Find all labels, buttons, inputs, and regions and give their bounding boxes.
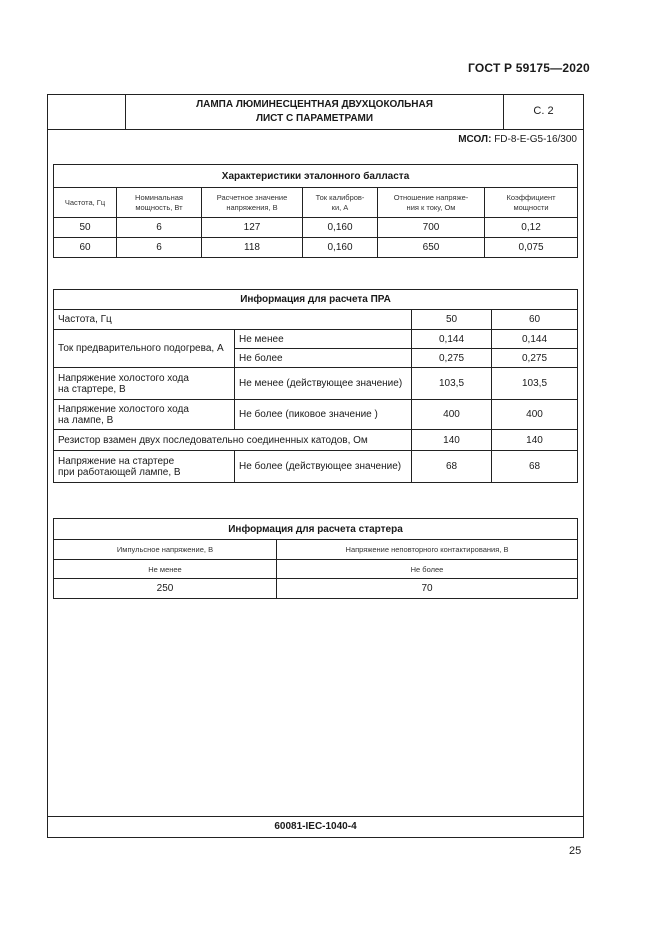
ballast-header-row <box>54 188 578 218</box>
pra-freq-label: Частота, Гц <box>54 310 412 330</box>
table-row <box>54 430 578 451</box>
table-cell: 50 <box>412 310 492 330</box>
pra-preheat-label: Ток предварительного подогрева, А <box>54 330 235 368</box>
sheet-number: С. 2 <box>533 105 554 117</box>
table-row <box>54 310 578 330</box>
table-header-cell <box>117 188 202 218</box>
header-line: Ток калибров- <box>315 192 365 202</box>
sheet-title-line2: ЛИСТ С ПАРАМЕТРАМИ <box>255 113 374 124</box>
header-line: мощности <box>513 202 549 212</box>
header-line: ния к току, Ом <box>406 202 456 212</box>
table-cell: 0,160 <box>303 218 378 238</box>
label-line: на лампе, В <box>58 414 114 426</box>
table-row <box>54 560 578 579</box>
table-header-cell <box>303 188 378 218</box>
table-cell: 103,5 <box>412 368 492 400</box>
table-cell: 68 <box>492 451 578 483</box>
table-cell: 60 <box>54 238 117 258</box>
ballast-table-title: Характеристики эталонного балласта <box>54 165 578 188</box>
table-cell: 250 <box>54 579 277 599</box>
pra-preheat-min-label: Не менее <box>235 330 412 349</box>
label-line: на стартере, В <box>58 383 126 395</box>
table-header-cell <box>202 188 303 218</box>
pra-noload-starter-label <box>54 368 235 400</box>
pra-table <box>53 289 578 483</box>
table-cell: 118 <box>202 238 303 258</box>
msol-value: FD-8-E-G5-16/300 <box>494 134 577 145</box>
table-header-cell <box>378 188 485 218</box>
label-line: при работающей лампе, В <box>58 466 181 478</box>
table-cell: 70 <box>277 579 578 599</box>
header-line: напряжения, В <box>226 202 278 212</box>
label-line: Напряжение на стартере <box>58 455 175 467</box>
table-cell: 60 <box>492 310 578 330</box>
starter-cond2: Не более <box>277 560 578 579</box>
starter-col1-header: Импульсное напряжение, В <box>54 540 277 560</box>
pra-noload-lamp-cond: Не более (пиковое значение ) <box>235 400 412 430</box>
table-cell: 68 <box>412 451 492 483</box>
table-row <box>54 400 578 430</box>
table-row <box>54 451 578 483</box>
table-cell: 400 <box>412 400 492 430</box>
table-cell: 400 <box>492 400 578 430</box>
starter-table <box>53 518 578 599</box>
pra-resistor-label: Резистор взамен двух последовательно соединенных катодов, Ом <box>54 430 412 451</box>
label-line: Напряжение холостого хода <box>58 403 189 415</box>
table-row <box>54 238 578 258</box>
header-line: ки, А <box>331 202 349 212</box>
table-cell: 0,275 <box>492 349 578 368</box>
table-header-cell <box>485 188 578 218</box>
pra-noload-lamp-label <box>54 400 235 430</box>
table-cell: 0,075 <box>485 238 578 258</box>
header-line: Номинальная <box>135 192 183 202</box>
table-cell: 0,12 <box>485 218 578 238</box>
pra-starter-op-label <box>54 451 235 483</box>
table-cell: 140 <box>492 430 578 451</box>
msol-code <box>458 134 577 145</box>
table-cell: 0,275 <box>412 349 492 368</box>
sheet-header <box>47 94 584 130</box>
sheet-footer-code: 60081-IEC-1040-4 <box>47 816 584 838</box>
table-cell: 6 <box>117 238 202 258</box>
table-row <box>54 368 578 400</box>
sheet-title <box>126 94 504 129</box>
table-row <box>54 218 578 238</box>
label-line: Напряжение холостого хода <box>58 372 189 384</box>
header-line: мощность, Вт <box>135 202 183 212</box>
ballast-table <box>53 164 578 258</box>
standard-number: ГОСТ Р 59175—2020 <box>468 61 590 75</box>
table-cell: 6 <box>117 218 202 238</box>
table-cell: 700 <box>378 218 485 238</box>
table-cell: 127 <box>202 218 303 238</box>
table-cell: 0,144 <box>412 330 492 349</box>
pra-preheat-max-label: Не более <box>235 349 412 368</box>
table-header-cell <box>54 188 117 218</box>
starter-table-title: Информация для расчета стартера <box>54 519 578 540</box>
header-line: Частота, Гц <box>64 197 106 207</box>
table-cell: 50 <box>54 218 117 238</box>
table-cell: 0,144 <box>492 330 578 349</box>
pra-starter-op-cond: Не более (действующее значение) <box>235 451 412 483</box>
table-cell: 650 <box>378 238 485 258</box>
table-row <box>54 579 578 599</box>
pra-noload-starter-cond: Не менее (действующее значение) <box>235 368 412 400</box>
table-row <box>54 540 578 560</box>
table-cell: 103,5 <box>492 368 578 400</box>
table-cell: 140 <box>412 430 492 451</box>
starter-cond1: Не менее <box>54 560 277 579</box>
pra-table-title: Информация для расчета ПРА <box>54 290 578 310</box>
table-cell: 0,160 <box>303 238 378 258</box>
sheet-title-line1: ЛАМПА ЛЮМИНЕСЦЕНТНАЯ ДВУХЦОКОЛЬНАЯ <box>196 99 433 110</box>
msol-label: МСОЛ: <box>458 134 492 145</box>
header-line: Расчетное значение <box>216 192 288 202</box>
table-row <box>54 330 578 349</box>
page-number: 25 <box>569 845 582 857</box>
header-line: Коэффициент <box>506 192 556 202</box>
header-blank-cell <box>47 94 126 129</box>
header-line: Отношение напряже- <box>393 192 469 202</box>
starter-col2-header: Напряжение неповторного контактирования, В <box>277 540 578 560</box>
